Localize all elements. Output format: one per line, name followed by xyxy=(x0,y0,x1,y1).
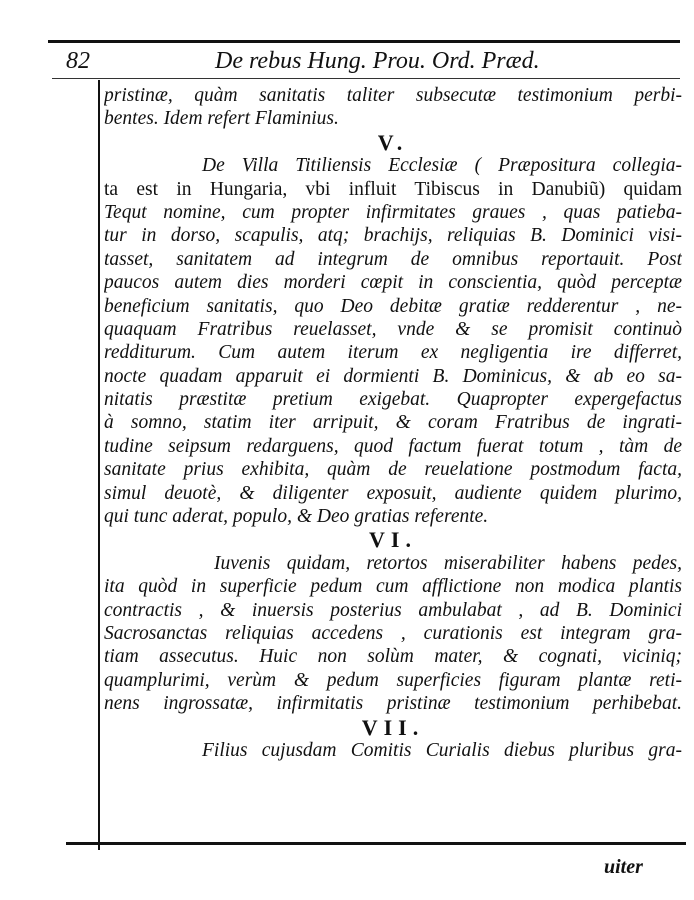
top-rule xyxy=(48,40,680,43)
section-heading-v: V. xyxy=(377,129,409,155)
text-line: Sacrosanctas reliquias accedens , curationis est integram gra- xyxy=(104,622,682,644)
text-line: contractis , & inuersis posterius ambulabat , ad B. Dominici xyxy=(104,599,682,621)
text-line: ta est in Hungaria, vbi influit Tibiscus in Danubiũ) quidam xyxy=(104,178,682,200)
text-line: nens ingrossatæ, infirmitatis pristinæ testimonium perhibebat. xyxy=(104,693,682,715)
text-line: nitatis præstitæ pretium exigebat. Quapropter expergefactus xyxy=(104,389,682,411)
text-line: qui tunc aderat, populo, & Deo gratias referente. xyxy=(104,506,489,528)
text-line: tudine seipsum redarguens, quod factum fuerat totum , tàm de xyxy=(104,435,682,457)
text-line: simul deuotè, & diligenter exposuit, audiente quidem plurimo, xyxy=(104,482,682,504)
text-line: quaquam Fratribus reuelasset, vnde & se promisit continuò xyxy=(104,318,682,340)
text-line: nocte quadam apparuit ei dormienti B. Dominicus, & ab eo sa- xyxy=(104,365,682,387)
text-line: redditurum. Cum autem iterum ex negligentia ire differret, xyxy=(104,342,682,364)
section-heading-vii: VII. xyxy=(361,714,425,740)
catchword: uiter xyxy=(604,856,643,878)
text-line: paucos autem dies morderi cœpit in conscientia, quòd perceptæ xyxy=(104,272,682,294)
text-line: quamplurimi, verùm & pedum superficies figuram plantæ reti- xyxy=(104,669,682,691)
text-line: sanitate prius exhibita, quàm de reuelatione postmodum facta, xyxy=(104,459,682,481)
running-head xyxy=(60,46,680,76)
text-line: Filius cujusdam Comitis Curialis diebus pluribus gra- xyxy=(202,739,682,761)
section-heading-vi: VI. xyxy=(369,527,417,553)
text-line: à somno, statim iter arripuit, & coram Fratribus de ingrati- xyxy=(104,412,682,434)
text-line: De Villa Titiliensis Ecclesiæ ( Præpositura collegia- xyxy=(202,155,682,177)
header-underline xyxy=(52,78,680,79)
page-text xyxy=(104,84,682,762)
text-line: tasset, sanitatem ad integrum de omnibus reportauit. Post xyxy=(104,248,682,270)
left-margin-rule xyxy=(98,80,100,850)
bottom-rule xyxy=(66,842,686,845)
text-line: Iuvenis quidam, retortos miserabiliter habens pedes, xyxy=(214,552,682,574)
page-number: 82 xyxy=(66,48,90,74)
text-line: tur in dorso, scapulis, atq; brachijs, reliquias B. Dominici visi- xyxy=(104,225,682,247)
text-line: tiam assecutus. Huic non solùm mater, & cognati, viciniq; xyxy=(104,646,682,668)
running-title: De rebus Hung. Prou. Ord. Præd. xyxy=(215,48,540,74)
text-line: ita quòd in superficie pedum cum afflictione non modica plantis xyxy=(104,576,682,598)
text-line: bentes. Idem refert Flaminius. xyxy=(104,108,339,130)
text-line: beneficium sanitatis, quo Deo debitæ gratiæ redderentur , ne- xyxy=(104,295,682,317)
text-line: Tequt nomine, cum propter infirmitates graues , quas patieba- xyxy=(104,201,682,223)
text-line: pristinæ, quàm sanitatis taliter subsecutæ testimonium perbi- xyxy=(104,85,682,106)
